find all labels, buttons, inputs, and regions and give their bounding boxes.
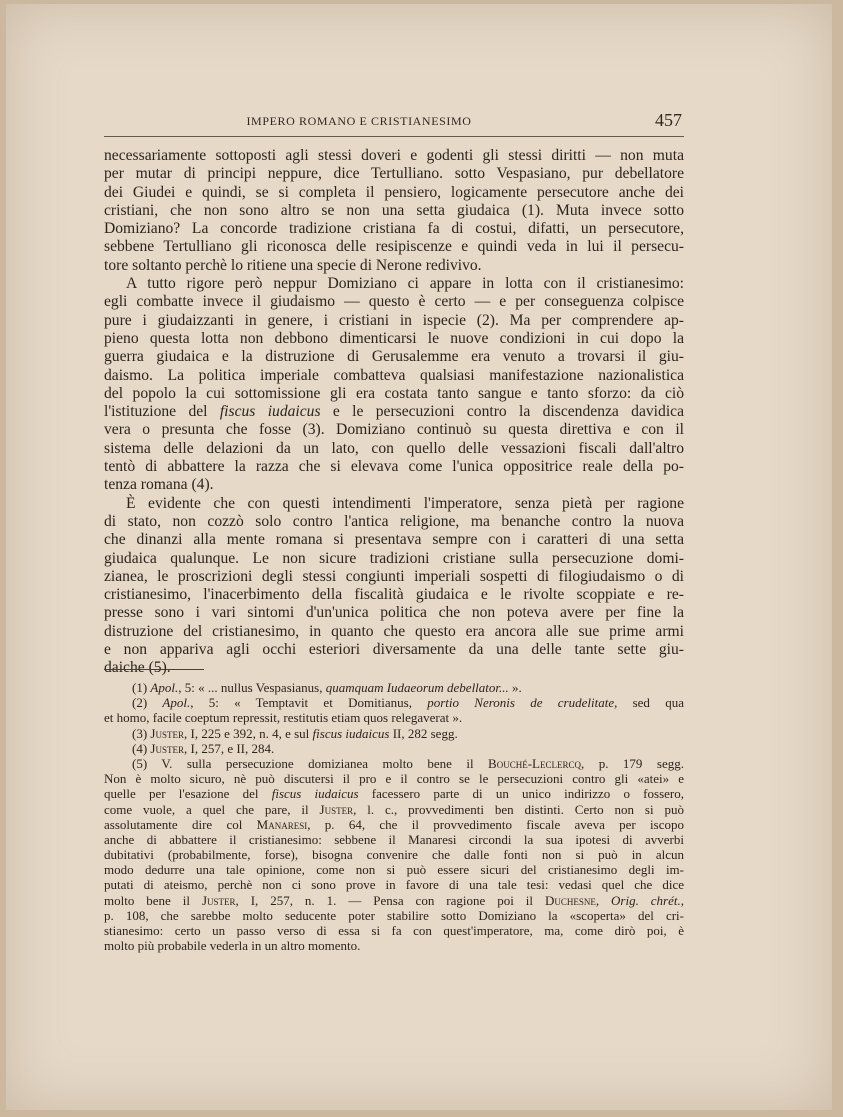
footnote-line: (3) Juster, I, 225 e 392, n. 4, e sul fiscus iudaicus II, 282 segg. [132,725,458,741]
text-line: tentò di abbattere la razza che si elevava come l'unica oppositrice reale della po- [104,458,684,476]
footnote-line: stianesimo: certo un passo verso di essa si fa con quest'imperatore, ma, come dirò poi, è [104,923,684,938]
text-line: sebbene Tertulliano gli riconosca delle resipiscenze e quindi veda in lui il persecu- [104,238,684,256]
footnote-line: molto più probabile vederla in un altro momento. [104,938,361,954]
footnote-line: assolutamente dire col Manaresi, p. 64, che il provvedimento fiscale aveva per iscopo [104,816,684,832]
running-title: IMPERO ROMANO E CRISTIANESIMO [246,114,472,128]
footnote-line: come vuole, a quel che pare, il Juster, l. c., provvedimenti ben distinti. Certo non si può [104,801,684,817]
text-line: tore soltanto perchè lo ritiene una specie di Nerone redivivo. [104,256,482,274]
text-line: cristiani, che non sono altro se non una setta giudaica (1). Muta invece sotto [104,201,684,219]
text-line: vera o presunta che fosse (3). Domiziano continuò su questa direttiva e con il [104,421,684,439]
text-line: A tutto rigore però neppur Domiziano ci appare in lotta con il cristianesimo: [126,275,684,293]
footnotes [104,680,684,953]
text-line: distruzione del cristianesimo, in quanto che questo era ancora alle sue prime armi [104,622,684,640]
footnote-line: (4) Juster, I, 257, e II, 284. [132,740,275,756]
text-line: daiche (5). [104,659,171,677]
text-line: e non appariva agli occhi esteriori diversamente da una delle tante sette giu- [104,641,684,659]
text-line: cristianesimo, l'inacerbimento della fiscalità giudaica e le rivolte scoppiate e re- [104,586,684,604]
footnote-line: Non è molto sicuro, nè può discutersi il pro e il contro se le persecuzioni contro gli «atei» e [104,771,684,787]
text-line: sistema delle delazioni da un lato, con quello delle vessazioni fiscali dall'altro [104,439,684,457]
text-line: daismo. La politica imperiale combatteva qualsiasi manifestazione nazionalistica [104,366,684,384]
page-number: 457 [655,110,682,130]
text-line: di stato, non cozzò solo contro l'antica religione, ma benanche contro la nuova [104,512,684,530]
text-line: Domiziano? La concorde tradizione cristiana fa di costui, difatti, un persecutore, [104,220,684,238]
text-line: pure i giudaizzanti in genere, i cristiani in ispecie (2). Ma per comprendere ap- [104,311,684,329]
text-line: egli combatte invece il giudaismo — questo è certo — e per conseguenza colpisce [104,293,684,311]
running-head [104,110,684,137]
footnote-line: (2) Apol., 5: « Temptavit et Domitianus, portio Neronis de crudelitate, sed qua [132,695,684,711]
footnote-line: (1) Apol., 5: « ... nullus Vespasianus, quamquam Iudaeorum debellator... ». [132,680,522,695]
footnote-line: quelle per l'esazione del fiscus iudaicus facessero parte di un unico indirizzo o fossero, [104,786,684,802]
text-line: zianea, le proscrizioni degli stessi congiunti imperiali sospetti di filogiudaismo o di [104,567,684,585]
footnote-line: p. 108, che sarebbe molto seducente poter stabilire sotto Domiziano la «scoperta» del cri- [104,907,684,923]
text-line: del popolo la cui sottomissione gli era costata tanto sangue e tanto sforzo: da ciò [104,384,684,402]
text-line: pieno questa lotta non debbono dimenticarsi le nuove condizioni in cui dopo la [104,329,684,347]
text-line: tenza romana (4). [104,476,214,494]
footnote-line: putati di ateismo, perchè non ci sono prove in favore di una tale tesi: vedasi quel che dice [104,877,684,893]
footnote-line: dubitativi (probabilmente, forse), bisogna convenire che dalle fonti non si può in alcun [104,847,684,863]
text-line: È evidente che con questi intendimenti l'imperatore, senza pietà per ragione [126,494,684,512]
footnote-rule [104,669,204,670]
text-line: dei Giudei e quindi, se si completa il pensiero, logicamente persecutore anche dei [104,183,684,201]
text-line: necessariamente sottoposti agli stessi doveri e godenti gli stessi diritti — non muta [104,147,684,164]
text-line: per mutar di principi neppure, dice Tertulliano. sotto Vespasiano, pur debellatore [104,165,684,183]
footnote-line: molto bene il Juster, I, 257, n. 1. — Pensa con ragione poi il Duchesne, Orig. chrét., [104,892,684,908]
footnote-line: anche di abbattere il cristianesimo: sebbene il Manaresi circondi la sua ipotesi di avverbi [104,831,684,847]
text-line: che dinanzi alla mente romana si presentava sempre con i caratteri di una setta [104,531,684,549]
footnote-line: modo dedurre una tale opinione, come non si può essere sicuri del cristianesimo degli im- [104,862,684,878]
footnote-line: et homo, facile coeptum repressit, restitutis etiam quos relegaverat ». [104,710,463,726]
text-line: l'istituzione del fiscus iudaicus e le persecuzioni contro la discendenza davidica [104,403,684,421]
text-line: presse sono i vari sintomi d'un'unica politica che non poteva avere per fine la [104,604,684,622]
text-line: giudaica qualunque. Le non sicure tradizioni cristiane sulla persecuzione domi- [104,549,684,567]
text-line: guerra giudaica e la distruzione di Gerusalemme era venuto a trovarsi il giu- [104,348,684,366]
main-text [104,147,684,678]
footnote-line: (5) V. sulla persecuzione domizianea molto bene il Bouché-Leclercq, p. 179 segg. [132,755,684,771]
